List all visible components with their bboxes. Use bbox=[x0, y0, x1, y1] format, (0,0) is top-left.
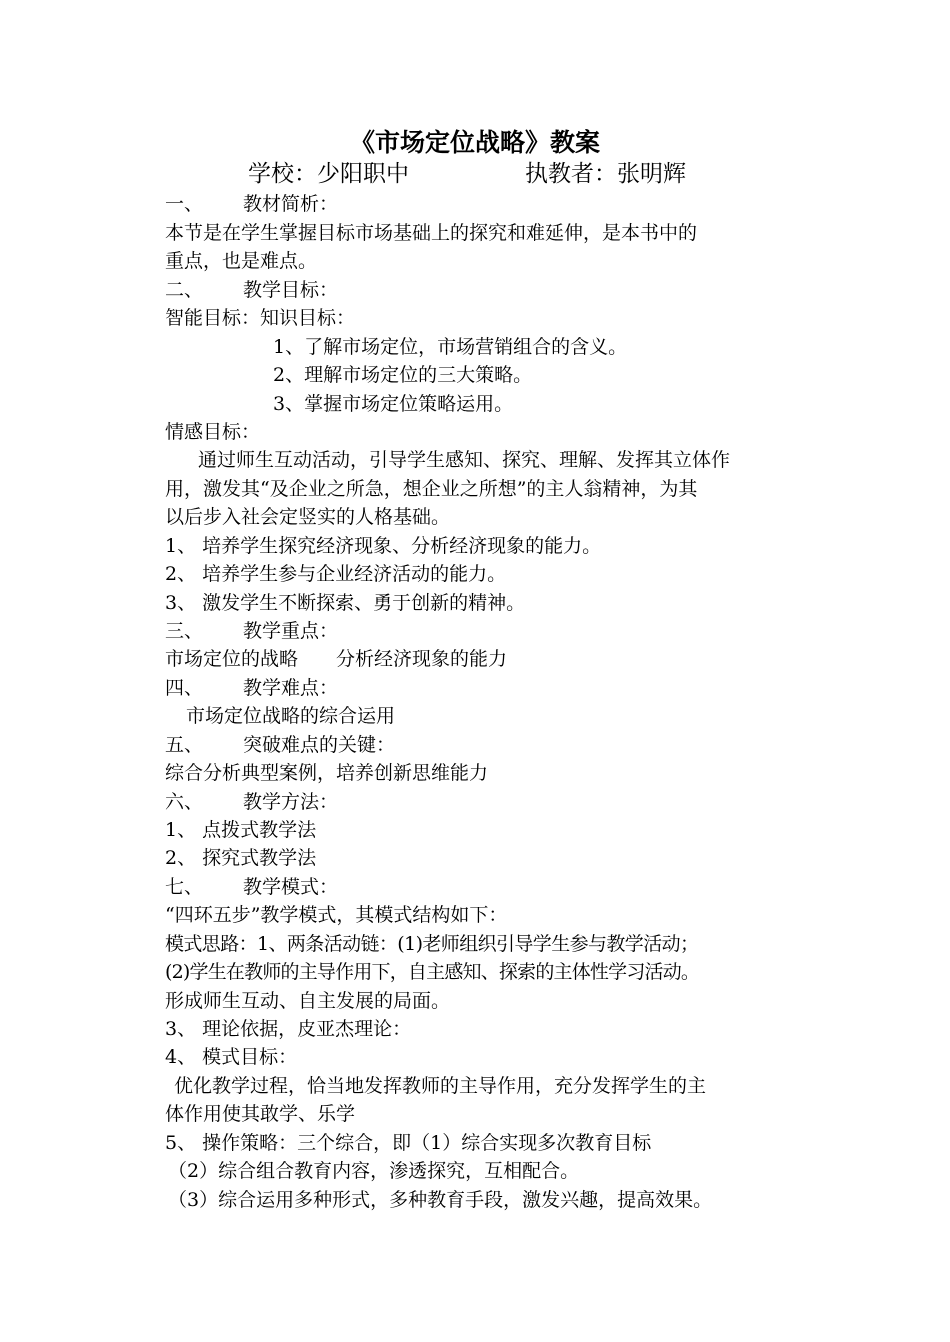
paragraph-line: “四环五步”教学模式，其模式结构如下： bbox=[165, 904, 508, 926]
paragraph-line: （3）综合运用多种形式，多种教育手段，激发兴趣，提高效果。 bbox=[168, 1189, 713, 1211]
knowledge-goal-item: 2、理解市场定位的三大策略。 bbox=[273, 364, 533, 386]
section-4-heading bbox=[165, 674, 338, 702]
teacher-label: 执教者：张明辉 bbox=[525, 161, 686, 187]
paragraph-line: 重点，也是难点。 bbox=[165, 250, 318, 272]
section-number: 一、 bbox=[165, 193, 204, 215]
section-number: 二、 bbox=[165, 279, 204, 301]
paragraph-line: 优化教学过程，恰当地发挥教师的主导作用，充分发挥学生的主 bbox=[174, 1075, 707, 1097]
section-title: 教学目标： bbox=[243, 279, 339, 301]
emotion-goal-label: 情感目标： bbox=[165, 421, 261, 443]
section-6-heading bbox=[165, 788, 338, 816]
section-title: 教材简析： bbox=[243, 193, 339, 215]
paragraph-line: 形成师生互动、自主发展的局面。 bbox=[165, 990, 451, 1012]
paragraph-line: 市场定位的战略 分析经济现象的能力 bbox=[165, 648, 508, 670]
knowledge-goal-item: 3、掌握市场定位策略运用。 bbox=[273, 393, 514, 415]
paragraph-line: 体作用使其敢学、乐学 bbox=[165, 1103, 356, 1125]
section-number: 四、 bbox=[165, 677, 204, 699]
list-item: 2、 探究式教学法 bbox=[165, 847, 317, 869]
section-7-heading bbox=[165, 873, 338, 901]
section-1-heading bbox=[165, 190, 338, 218]
knowledge-goal-item: 1、了解市场定位，市场营销组合的含义。 bbox=[273, 336, 628, 358]
list-item: 3、 激发学生不断探索、勇于创新的精神。 bbox=[165, 592, 526, 614]
document-title: 《市场定位战略》教案 bbox=[349, 128, 600, 157]
section-title: 教学方法： bbox=[243, 791, 339, 813]
section-number: 六、 bbox=[165, 791, 204, 813]
section-3-heading bbox=[165, 617, 338, 645]
paragraph-line: 模式思路：1、两条活动链：(1)老师组织引导学生参与教学活动； bbox=[165, 933, 699, 955]
section-title: 突破难点的关键： bbox=[243, 734, 396, 756]
section-title: 教学难点： bbox=[243, 677, 339, 699]
school-label: 学校：少阳职中 bbox=[248, 161, 409, 187]
section-title: 教学重点： bbox=[243, 620, 339, 642]
paragraph-line: （2）综合组合教育内容，渗透探究，互相配合。 bbox=[168, 1160, 580, 1182]
paragraph-line: 通过师生互动活动，引导学生感知、探究、理解、发挥其立体作 bbox=[198, 449, 731, 471]
paragraph-line: 本节是在学生掌握目标市场基础上的探究和难延伸，是本书中的 bbox=[165, 222, 698, 244]
list-item: 1、 点拨式教学法 bbox=[165, 819, 317, 841]
paragraph-line: 综合分析典型案例，培养创新思维能力 bbox=[165, 762, 489, 784]
intel-goal-label: 智能目标：知识目标： bbox=[165, 307, 356, 329]
paragraph-line: 以后步入社会定竖实的人格基础。 bbox=[165, 506, 451, 528]
list-item: 2、 培养学生参与企业经济活动的能力。 bbox=[165, 563, 507, 585]
list-item: 4、 模式目标： bbox=[165, 1046, 298, 1068]
paragraph-line: (2)学生在教师的主导作用下，自主感知、探索的主体性学习活动。 bbox=[165, 961, 700, 983]
section-number: 七、 bbox=[165, 876, 204, 898]
section-number: 三、 bbox=[165, 620, 204, 642]
section-5-heading bbox=[165, 731, 395, 759]
paragraph-line: 市场定位战略的综合运用 bbox=[186, 705, 396, 727]
section-number: 五、 bbox=[165, 734, 204, 756]
section-title: 教学模式： bbox=[243, 876, 339, 898]
list-item: 3、 理论依据，皮亚杰理论： bbox=[165, 1018, 412, 1040]
paragraph-line: 用，激发其“及企业之所急，想企业之所想”的主人翁精神，为其 bbox=[165, 478, 698, 500]
list-item: 1、 培养学生探究经济现象、分析经济现象的能力。 bbox=[165, 535, 602, 557]
list-item: 5、 操作策略：三个综合，即（1）综合实现多次教育目标 bbox=[165, 1132, 652, 1154]
section-2-heading bbox=[165, 276, 338, 304]
